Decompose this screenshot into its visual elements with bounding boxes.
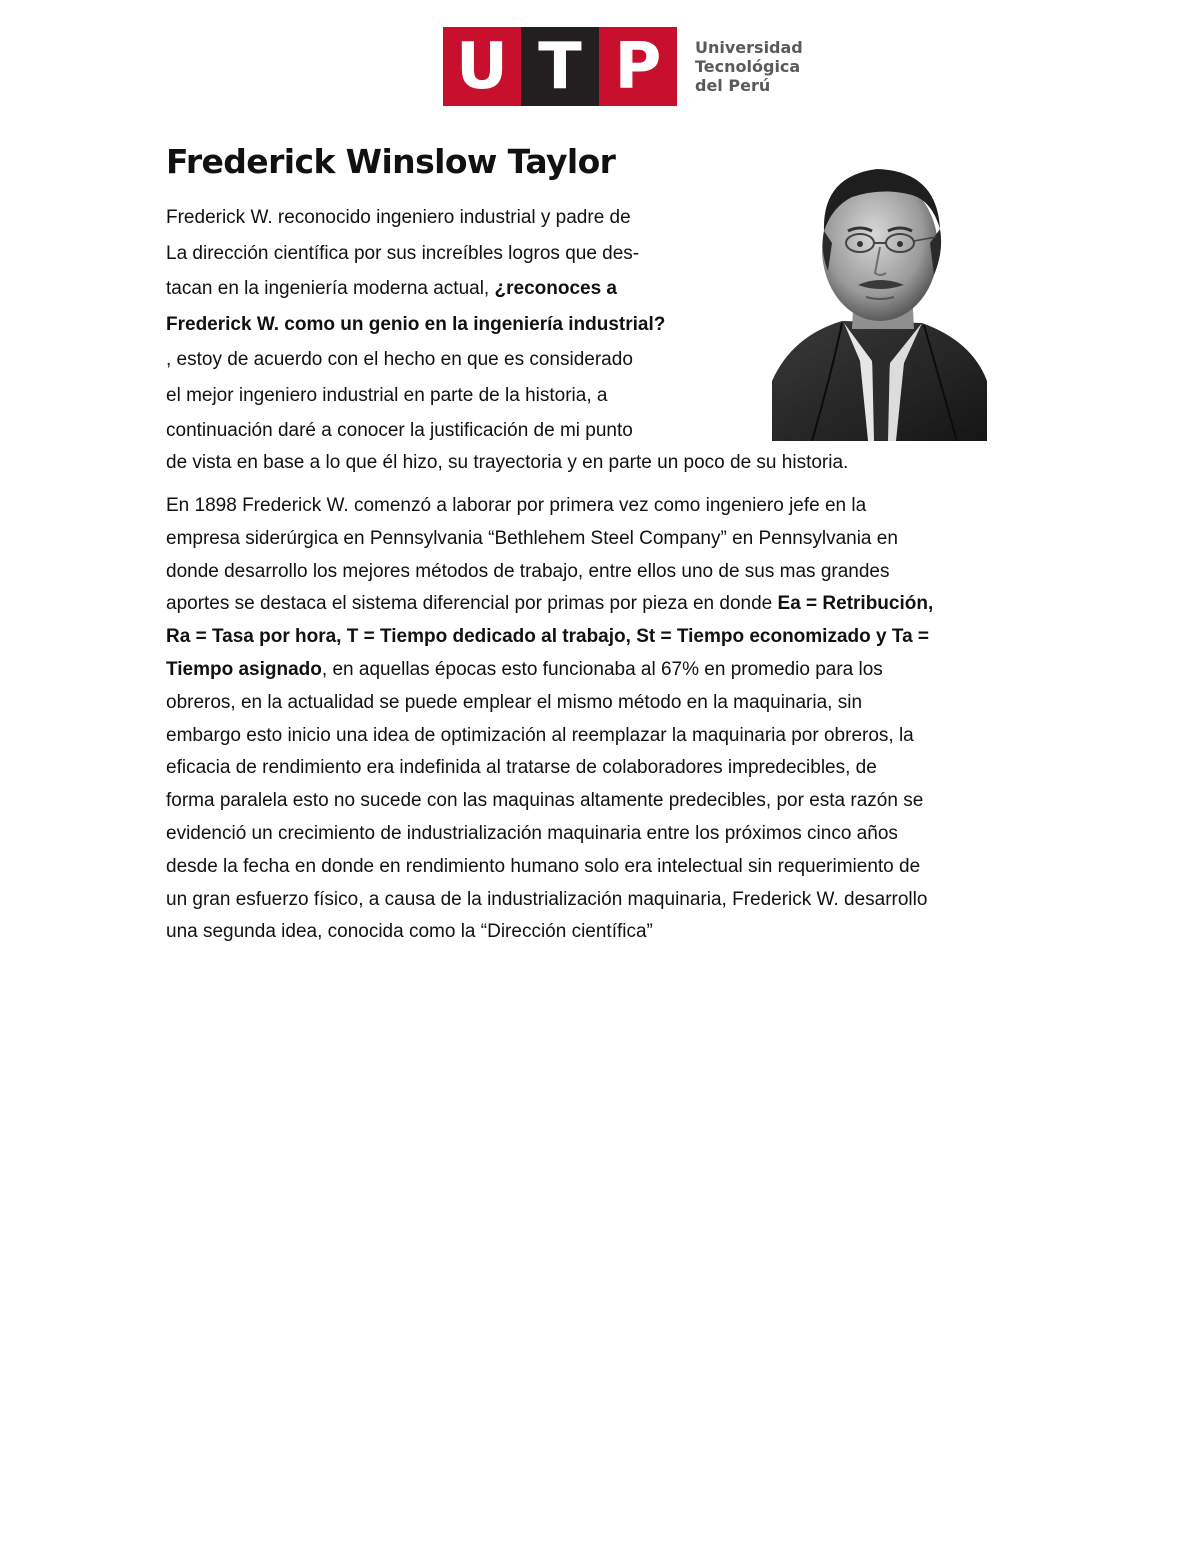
intro-line <box>166 271 766 307</box>
body-paragraph <box>166 490 1036 949</box>
logo-text-line: Universidad <box>695 38 803 57</box>
formula-ea: Ea = Retribución, <box>777 593 934 615</box>
formula-ta: Tiempo asignado <box>166 658 322 680</box>
logo-letter-u: U <box>443 27 521 106</box>
intro-paragraph <box>166 200 766 449</box>
document-title: Frederick Winslow Taylor <box>166 142 616 181</box>
intro-line: continuación daré a conocer la justificación de mi punto <box>166 420 633 441</box>
body-line: forma paralela esto no sucede con las maquinas altamente predecibles, por esta razón se <box>166 790 924 812</box>
body-line <box>166 654 1036 687</box>
utp-logo <box>443 27 803 106</box>
body-line: En 1898 Frederick W. comenzó a laborar por primera vez como ingeniero jefe en la <box>166 495 867 516</box>
body-line <box>166 588 1036 621</box>
logo-letter-p: P <box>599 27 677 106</box>
body-line: donde desarrollo los mejores métodos de trabajo, entre ellos uno de sus mas grandes <box>166 560 890 582</box>
intro-line: el mejor ingeniero industrial en parte de la historia, a <box>166 384 608 406</box>
body-line: una segunda idea, conocida como la “Dirección científica” <box>166 921 653 943</box>
logo-wordmark <box>695 38 803 95</box>
body-line: evidenció un crecimiento de industrialización maquinaria entre los próximos cinco años <box>166 822 898 844</box>
body-line: obreros, en la actualidad se puede emplear el mismo método en la maquinaria, sin <box>166 691 863 713</box>
intro-last-line: de vista en base a lo que él hizo, su trayectoria y en parte un poco de su historia. <box>166 452 849 473</box>
body-line: eficacia de rendimiento era indefinida al tratarse de colaboradores impredecibles, de <box>166 757 877 779</box>
logo-text-line: del Perú <box>695 76 771 95</box>
intro-question: Frederick W. como un genio en la ingeniería industrial? <box>166 313 666 335</box>
intro-line: La dirección científica por sus increíbles logros que des- <box>166 242 640 264</box>
intro-line: Frederick W. reconocido ingeniero industrial y padre de <box>166 207 631 228</box>
portrait-illustration <box>772 151 987 441</box>
body-line: un gran esfuerzo físico, a causa de la industrialización maquinaria, Frederick W. desarrollo <box>166 888 928 910</box>
body-line: embargo esto inicio una idea de optimización al reemplazar la maquinaria por obreros, la <box>166 724 914 746</box>
intro-line: , estoy de acuerdo con el hecho en que es considerado <box>166 349 633 370</box>
body-line: desde la fecha en donde en rendimiento humano solo era intelectual sin requerimiento de <box>166 855 921 877</box>
body-line-text: , en aquellas épocas esto funcionaba al 67% en promedio para los <box>321 658 883 680</box>
body-line: empresa siderúrgica en Pennsylvania “Bethlehem Steel Company” en Pennsylvania en <box>166 527 898 549</box>
logo-text-line: Tecnológica <box>695 57 801 76</box>
formula-definitions: Ra = Tasa por hora, T = Tiempo dedicado al trabajo, St = Tiempo economizado y Ta = <box>166 626 930 648</box>
intro-line-text: tacan en la ingeniería moderna actual, <box>166 278 495 299</box>
logo-letter-t: T <box>521 27 599 106</box>
utp-logo-mark <box>443 27 677 106</box>
intro-question-start: ¿reconoces a <box>494 278 617 299</box>
portrait-photo <box>772 151 987 441</box>
body-line-text: aportes se destaca el sistema diferencial por primas por pieza en donde <box>166 593 778 615</box>
